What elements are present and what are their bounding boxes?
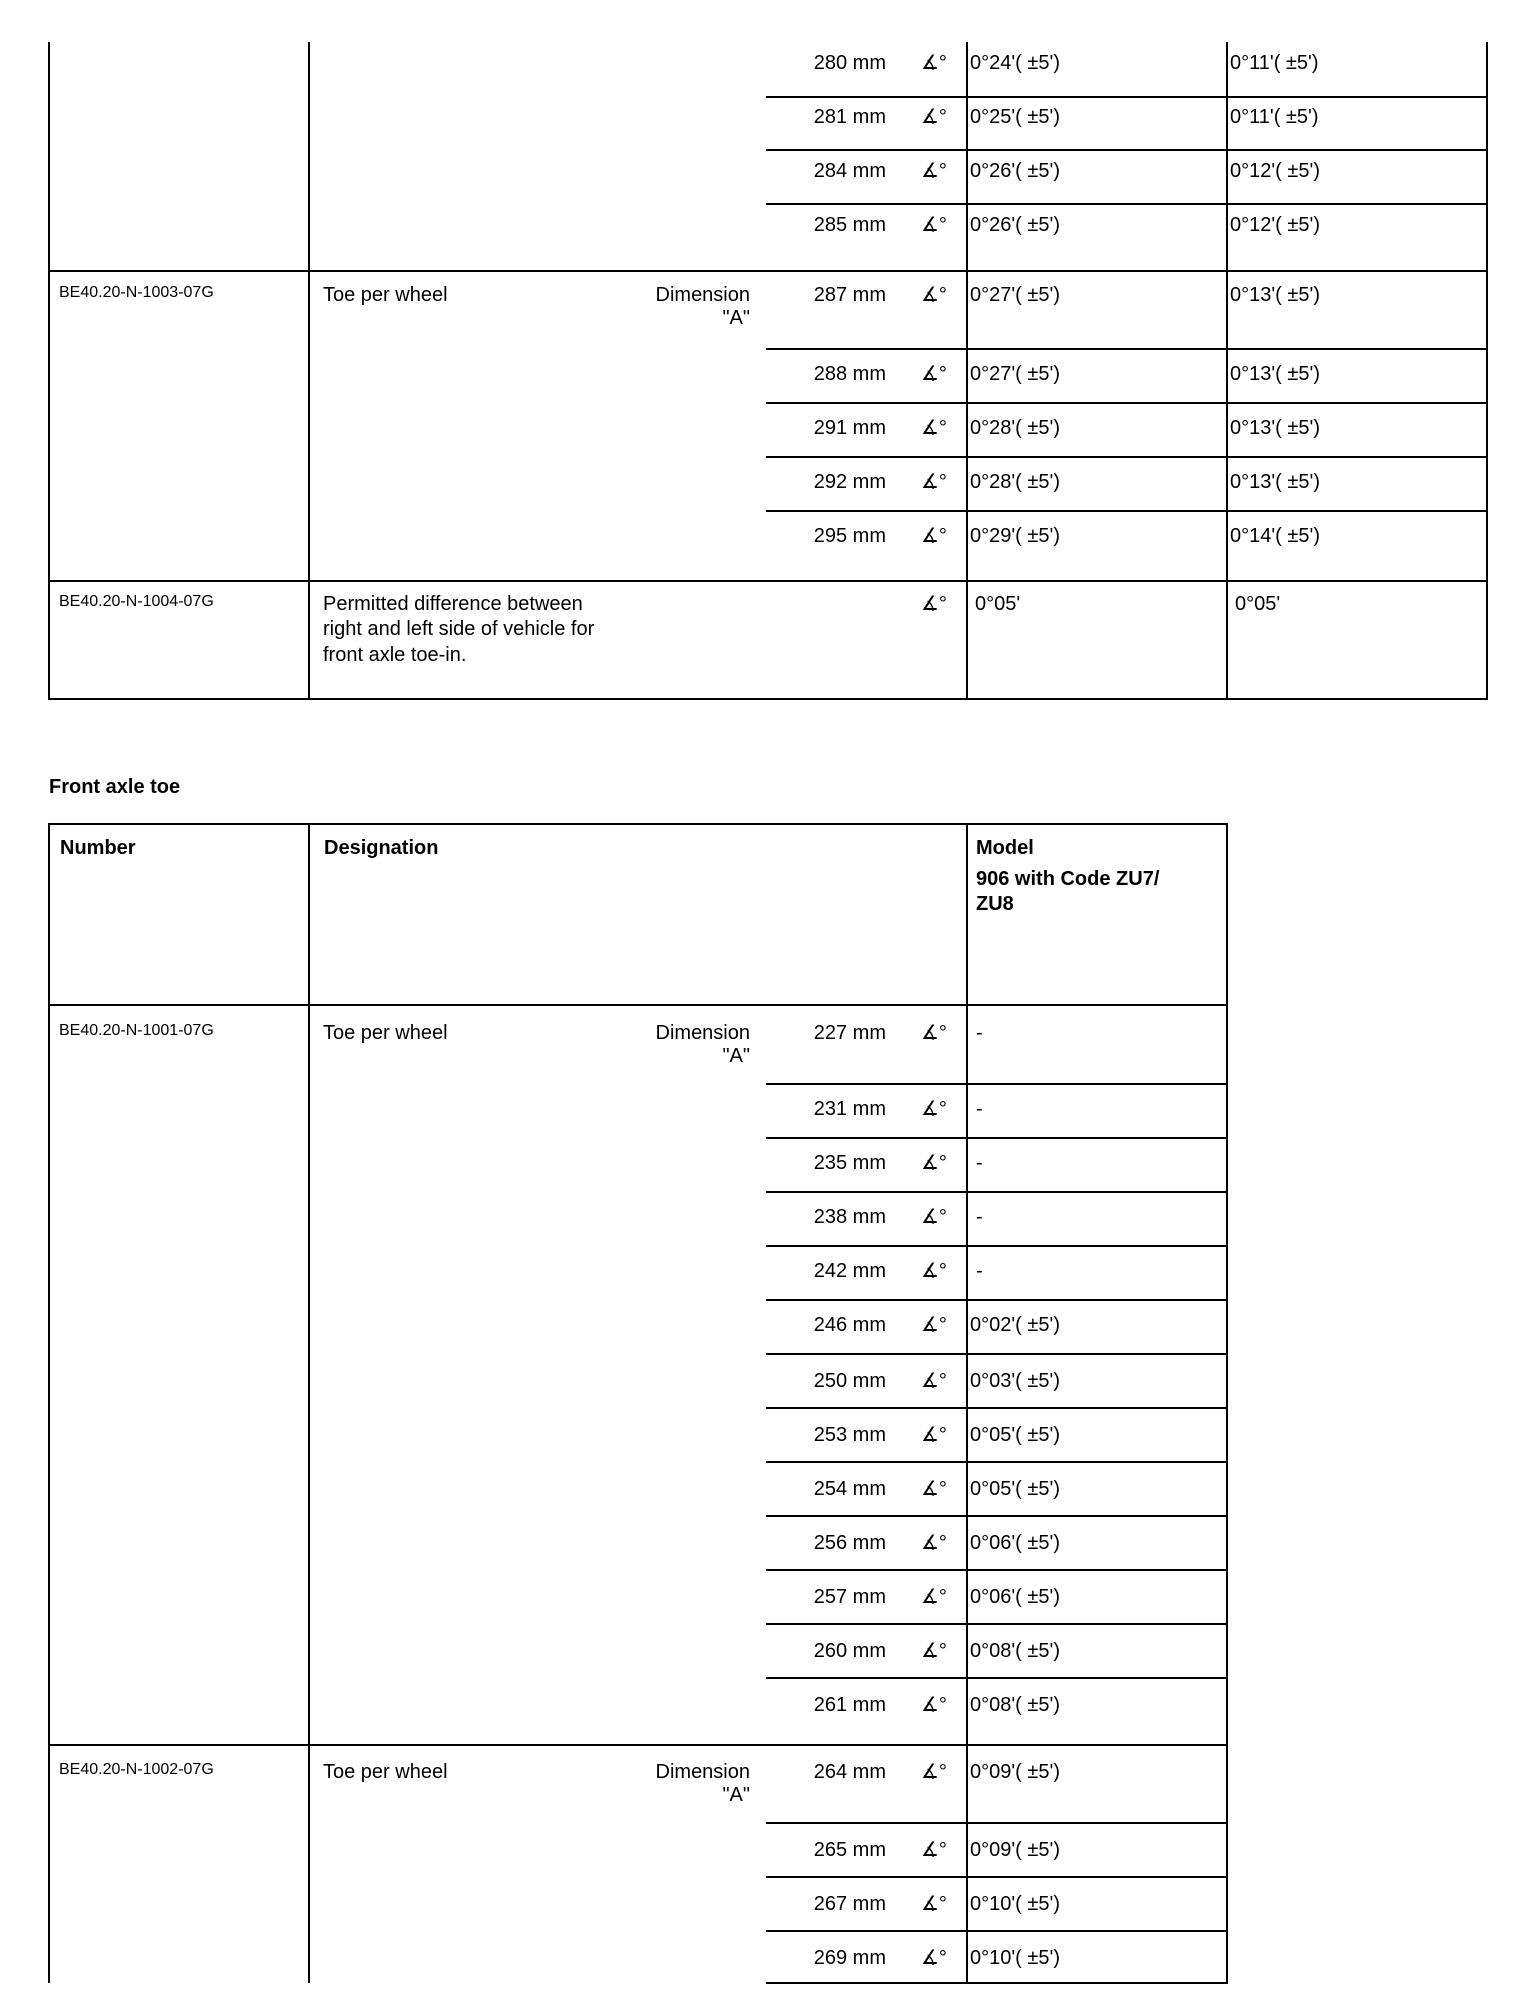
table-2-row-divider xyxy=(766,1299,1228,1301)
toe-value: 0°25'( ±5') xyxy=(970,106,1060,128)
toe-value: 0°05'( ±5') xyxy=(970,1478,1060,1500)
designation-line: Permitted difference between xyxy=(323,593,583,615)
angle-icon: ∡° xyxy=(921,106,947,128)
table-2-row-divider xyxy=(766,1569,1228,1571)
toe-value: 0°26'( ±5') xyxy=(970,160,1060,182)
angle-icon: ∡° xyxy=(921,1947,947,1969)
table-2-row-divider xyxy=(766,1353,1228,1355)
toe-value: 0°06'( ±5') xyxy=(970,1586,1060,1608)
spec-number: BE40.20-N-1004-07G xyxy=(59,593,214,610)
toe-value: 0°28'( ±5') xyxy=(970,417,1060,439)
table-1-group-divider xyxy=(48,270,1488,272)
toe-value: 0°13'( ±5') xyxy=(1230,284,1320,306)
toe-value: 0°26'( ±5') xyxy=(970,214,1060,236)
table-2-row-divider xyxy=(766,1677,1228,1679)
table-2-row-divider xyxy=(766,1982,1228,1984)
dimension-value: 260 mm xyxy=(813,1640,886,1662)
spec-number: BE40.20-N-1002-07G xyxy=(59,1761,214,1778)
angle-icon: ∡° xyxy=(921,363,947,385)
table-2-border-top xyxy=(48,823,1228,825)
toe-value: 0°10'( ±5') xyxy=(970,1893,1060,1915)
table-1-col-divider xyxy=(1226,42,1228,700)
spec-number: BE40.20-N-1003-07G xyxy=(59,284,214,301)
table-2-border-right xyxy=(1226,823,1228,1983)
table-1-row-divider xyxy=(766,348,1488,350)
dimension-value: 267 mm xyxy=(813,1893,886,1915)
designation: Toe per wheel xyxy=(323,1022,448,1044)
toe-value: 0°12'( ±5') xyxy=(1230,214,1320,236)
dimension-value: 261 mm xyxy=(813,1694,886,1716)
toe-value: 0°10'( ±5') xyxy=(970,1947,1060,1969)
angle-icon: ∡° xyxy=(921,471,947,493)
toe-value: 0°28'( ±5') xyxy=(970,471,1060,493)
dimension-value: 269 mm xyxy=(813,1947,886,1969)
angle-icon: ∡° xyxy=(921,417,947,439)
dimension-value: 281 mm xyxy=(813,106,886,128)
table-1-row-divider xyxy=(766,402,1488,404)
dimension-value: 231 mm xyxy=(813,1098,886,1120)
angle-icon: ∡° xyxy=(921,1370,947,1392)
table-1-row-divider xyxy=(766,456,1488,458)
angle-icon: ∡° xyxy=(921,1260,947,1282)
table-2-header-divider xyxy=(48,1004,1228,1006)
dimension-value: 287 mm xyxy=(813,284,886,306)
toe-value: 0°03'( ±5') xyxy=(970,1370,1060,1392)
dimension-value: 285 mm xyxy=(813,214,886,236)
angle-icon: ∡° xyxy=(921,214,947,236)
dimension-value: 250 mm xyxy=(813,1370,886,1392)
angle-icon: ∡° xyxy=(921,1893,947,1915)
dimension-value: 284 mm xyxy=(813,160,886,182)
table-2-row-divider xyxy=(766,1407,1228,1409)
designation: Toe per wheel xyxy=(323,1761,448,1783)
dimension-value: 265 mm xyxy=(813,1839,886,1861)
table-2-border-left xyxy=(48,823,50,1983)
table-1-row-divider xyxy=(766,96,1488,98)
header-model-sub: ZU8 xyxy=(976,893,1014,915)
toe-value: - xyxy=(976,1152,983,1174)
angle-icon: ∡° xyxy=(921,1022,947,1044)
angle-icon: ∡° xyxy=(921,1640,947,1662)
toe-value: 0°13'( ±5') xyxy=(1230,417,1320,439)
dimension-value: 256 mm xyxy=(813,1532,886,1554)
table-1-border-left xyxy=(48,42,50,700)
dimension-label: Dimension xyxy=(655,1022,750,1044)
section-title: Front axle toe xyxy=(49,776,181,798)
toe-value: 0°05'( ±5') xyxy=(970,1424,1060,1446)
spec-number: BE40.20-N-1001-07G xyxy=(59,1022,214,1039)
angle-icon: ∡° xyxy=(921,1206,947,1228)
table-2-row-divider xyxy=(766,1191,1228,1193)
angle-icon: ∡° xyxy=(921,1532,947,1554)
angle-icon: ∡° xyxy=(921,52,947,74)
toe-value: 0°12'( ±5') xyxy=(1230,160,1320,182)
dimension-value: 227 mm xyxy=(813,1022,886,1044)
toe-value: - xyxy=(976,1098,983,1120)
dimension-value: 238 mm xyxy=(813,1206,886,1228)
toe-value: 0°08'( ±5') xyxy=(970,1640,1060,1662)
dimension-label: Dimension xyxy=(655,284,750,306)
dimension-value: 257 mm xyxy=(813,1586,886,1608)
table-2-col-divider xyxy=(966,823,968,1983)
dimension-value: 235 mm xyxy=(813,1152,886,1174)
dimension-value: 280 mm xyxy=(813,52,886,74)
toe-value: 0°06'( ±5') xyxy=(970,1532,1060,1554)
toe-value: 0°09'( ±5') xyxy=(970,1761,1060,1783)
table-2-row-divider xyxy=(766,1515,1228,1517)
dimension-value: 253 mm xyxy=(813,1424,886,1446)
table-2-row-divider xyxy=(766,1930,1228,1932)
toe-value: 0°13'( ±5') xyxy=(1230,363,1320,385)
table-1-row-divider xyxy=(766,149,1488,151)
angle-icon: ∡° xyxy=(921,284,947,306)
angle-icon: ∡° xyxy=(921,1586,947,1608)
toe-value: 0°13'( ±5') xyxy=(1230,471,1320,493)
table-2-row-divider xyxy=(766,1245,1228,1247)
toe-value: 0°08'( ±5') xyxy=(970,1694,1060,1716)
table-2-row-divider xyxy=(766,1876,1228,1878)
table-1-group-divider xyxy=(48,580,1488,582)
angle-icon: ∡° xyxy=(921,1098,947,1120)
angle-icon: ∡° xyxy=(921,1152,947,1174)
table-1-border-bottom xyxy=(48,698,1488,700)
dimension-value: 242 mm xyxy=(813,1260,886,1282)
header-model: Model xyxy=(976,837,1034,859)
angle-icon: ∡° xyxy=(921,1314,947,1336)
header-number: Number xyxy=(60,837,136,859)
toe-value: 0°05' xyxy=(975,593,1021,615)
angle-icon: ∡° xyxy=(921,525,947,547)
dimension-value: 292 mm xyxy=(813,471,886,493)
table-2-row-divider xyxy=(766,1822,1228,1824)
dimension-value: 291 mm xyxy=(813,417,886,439)
dimension-value: 254 mm xyxy=(813,1478,886,1500)
angle-icon: ∡° xyxy=(921,1424,947,1446)
toe-value: 0°27'( ±5') xyxy=(970,363,1060,385)
table-1-col-divider xyxy=(966,42,968,700)
toe-value: 0°14'( ±5') xyxy=(1230,525,1320,547)
toe-value: - xyxy=(976,1022,983,1044)
toe-value: 0°11'( ±5') xyxy=(1230,106,1319,128)
header-designation: Designation xyxy=(324,837,439,859)
toe-value: 0°27'( ±5') xyxy=(970,284,1060,306)
angle-icon: ∡° xyxy=(921,1478,947,1500)
table-2-row-divider xyxy=(766,1623,1228,1625)
table-2-row-divider xyxy=(766,1083,1228,1085)
designation: Toe per wheel xyxy=(323,284,448,306)
dimension-label: Dimension xyxy=(655,1761,750,1783)
toe-value: - xyxy=(976,1206,983,1228)
angle-icon: ∡° xyxy=(921,160,947,182)
table-2-group-divider xyxy=(48,1744,1228,1746)
toe-value: 0°29'( ±5') xyxy=(970,525,1060,547)
table-1-col-divider xyxy=(308,42,310,700)
angle-icon: ∡° xyxy=(921,1694,947,1716)
dimension-value: 288 mm xyxy=(813,363,886,385)
dimension-label: "A" xyxy=(722,1045,750,1067)
toe-value: 0°11'( ±5') xyxy=(1230,52,1319,74)
dimension-value: 264 mm xyxy=(813,1761,886,1783)
table-2-row-divider xyxy=(766,1461,1228,1463)
table-2-col-divider xyxy=(308,823,310,1983)
angle-icon: ∡° xyxy=(921,593,947,615)
angle-icon: ∡° xyxy=(921,1761,947,1783)
dimension-value: 246 mm xyxy=(813,1314,886,1336)
toe-value: 0°24'( ±5') xyxy=(970,52,1060,74)
designation-line: right and left side of vehicle for xyxy=(323,618,595,640)
toe-value: 0°05' xyxy=(1235,593,1281,615)
header-model-sub: 906 with Code ZU7/ xyxy=(976,868,1160,890)
dimension-label: "A" xyxy=(722,307,750,329)
dimension-label: "A" xyxy=(722,1784,750,1806)
table-1-row-divider xyxy=(766,510,1488,512)
toe-value: 0°02'( ±5') xyxy=(970,1314,1060,1336)
dimension-value: 295 mm xyxy=(813,525,886,547)
toe-value: - xyxy=(976,1260,983,1282)
designation-line: front axle toe-in. xyxy=(323,644,467,666)
table-1-row-divider xyxy=(766,203,1488,205)
table-2-row-divider xyxy=(766,1137,1228,1139)
angle-icon: ∡° xyxy=(921,1839,947,1861)
table-1-border-right xyxy=(1486,42,1488,700)
toe-value: 0°09'( ±5') xyxy=(970,1839,1060,1861)
